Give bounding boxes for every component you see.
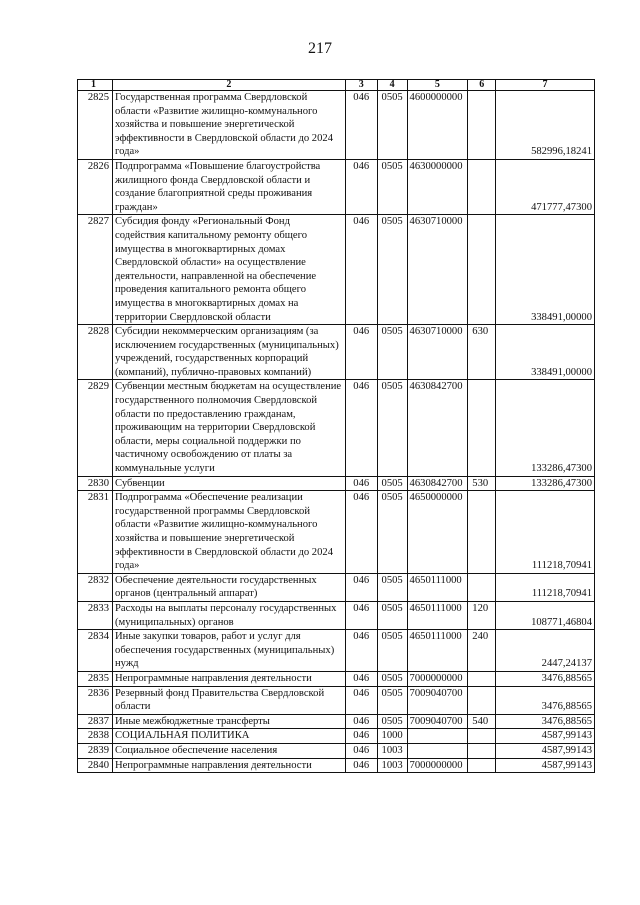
row-ved: 046 <box>345 601 377 629</box>
row-sum: 108771,46804 <box>496 601 595 629</box>
row-name: Субсидии некоммерческим организациям (за исключением государственных (муниципальных) учреждений, государственных корпораций (компаний), публично-правовых компаний) <box>113 325 346 380</box>
row-csr <box>407 743 468 758</box>
row-number: 2828 <box>78 325 113 380</box>
row-csr: 7009040700 <box>407 686 468 714</box>
row-vr <box>468 671 496 686</box>
header-col-1: 1 <box>78 80 113 91</box>
table-row <box>78 630 595 672</box>
table-row <box>78 671 595 686</box>
row-csr: 4650111000 <box>407 601 468 629</box>
row-sum: 111218,70941 <box>496 573 595 601</box>
row-ved: 046 <box>345 671 377 686</box>
row-name: Обеспечение деятельности государственных органов (центральный аппарат) <box>113 573 346 601</box>
row-razdel: 0505 <box>377 215 407 325</box>
row-vr <box>468 758 496 773</box>
row-vr: 630 <box>468 325 496 380</box>
row-csr: 7000000000 <box>407 758 468 773</box>
table-header-row <box>78 80 595 91</box>
row-razdel: 0505 <box>377 601 407 629</box>
row-csr: 4630710000 <box>407 325 468 380</box>
row-ved: 046 <box>345 476 377 491</box>
row-number: 2838 <box>78 729 113 744</box>
row-number: 2827 <box>78 215 113 325</box>
row-name: Субвенции <box>113 476 346 491</box>
row-sum: 3476,88565 <box>496 686 595 714</box>
header-col-6: 6 <box>468 80 496 91</box>
row-csr: 4630710000 <box>407 215 468 325</box>
row-razdel: 0505 <box>377 476 407 491</box>
row-number: 2834 <box>78 630 113 672</box>
row-number: 2833 <box>78 601 113 629</box>
row-csr: 4600000000 <box>407 91 468 160</box>
row-ved: 046 <box>345 743 377 758</box>
table-row <box>78 325 595 380</box>
row-name: Резервный фонд Правительства Свердловской области <box>113 686 346 714</box>
row-vr <box>468 380 496 476</box>
row-vr <box>468 573 496 601</box>
row-sum: 3476,88565 <box>496 671 595 686</box>
row-name: Государственная программа Свердловской области «Развитие жилищно-коммунального хозяйства и повышение энергетической эффективности в Свердловской области до 2024 года» <box>113 91 346 160</box>
row-sum: 4587,99143 <box>496 729 595 744</box>
row-razdel: 0505 <box>377 325 407 380</box>
row-sum: 338491,00000 <box>496 215 595 325</box>
row-vr <box>468 729 496 744</box>
header-col-5: 5 <box>407 80 468 91</box>
row-ved: 046 <box>345 686 377 714</box>
page-number: 217 <box>308 40 332 57</box>
row-number: 2831 <box>78 491 113 574</box>
row-sum: 338491,00000 <box>496 325 595 380</box>
row-sum: 133286,47300 <box>496 476 595 491</box>
table-row <box>78 476 595 491</box>
row-vr: 240 <box>468 630 496 672</box>
row-number: 2832 <box>78 573 113 601</box>
header-col-4: 4 <box>377 80 407 91</box>
row-sum: 3476,88565 <box>496 714 595 729</box>
row-number: 2826 <box>78 159 113 214</box>
table-row <box>78 729 595 744</box>
row-razdel: 0505 <box>377 573 407 601</box>
row-name: Социальное обеспечение населения <box>113 743 346 758</box>
table-row <box>78 758 595 773</box>
row-ved: 046 <box>345 215 377 325</box>
row-sum: 582996,18241 <box>496 91 595 160</box>
row-ved: 046 <box>345 159 377 214</box>
table-row <box>78 91 595 160</box>
row-razdel: 0505 <box>377 714 407 729</box>
row-number: 2839 <box>78 743 113 758</box>
row-sum: 111218,70941 <box>496 491 595 574</box>
row-number: 2837 <box>78 714 113 729</box>
row-sum: 4587,99143 <box>496 758 595 773</box>
table-body <box>78 91 595 773</box>
row-ved: 046 <box>345 491 377 574</box>
row-csr: 4650000000 <box>407 491 468 574</box>
row-name: Иные межбюджетные трансферты <box>113 714 346 729</box>
row-vr: 120 <box>468 601 496 629</box>
row-razdel: 0505 <box>377 491 407 574</box>
table-row <box>78 573 595 601</box>
row-csr: 4650111000 <box>407 573 468 601</box>
table-row <box>78 380 595 476</box>
row-ved: 046 <box>345 380 377 476</box>
row-number: 2829 <box>78 380 113 476</box>
row-csr: 7009040700 <box>407 714 468 729</box>
row-razdel: 0505 <box>377 380 407 476</box>
row-sum: 2447,24137 <box>496 630 595 672</box>
header-col-3: 3 <box>345 80 377 91</box>
row-vr <box>468 743 496 758</box>
row-ved: 046 <box>345 325 377 380</box>
row-razdel: 0505 <box>377 159 407 214</box>
row-name: Подпрограмма «Обеспечение реализации государственной программы Свердловской области «Развитие жилищно-коммунального хозяйства и повышение энергетической эффективности в Свердловской области до 2024 года» <box>113 491 346 574</box>
row-number: 2840 <box>78 758 113 773</box>
row-vr: 530 <box>468 476 496 491</box>
row-razdel: 0505 <box>377 686 407 714</box>
row-number: 2835 <box>78 671 113 686</box>
row-name: Непрограммные направления деятельности <box>113 671 346 686</box>
row-ved: 046 <box>345 729 377 744</box>
row-number: 2825 <box>78 91 113 160</box>
row-name: Непрограммные направления деятельности <box>113 758 346 773</box>
header-col-7: 7 <box>496 80 595 91</box>
row-vr: 540 <box>468 714 496 729</box>
row-name: СОЦИАЛЬНАЯ ПОЛИТИКА <box>113 729 346 744</box>
row-ved: 046 <box>345 91 377 160</box>
row-razdel: 0505 <box>377 91 407 160</box>
row-vr <box>468 215 496 325</box>
row-name: Субсидия фонду «Региональный Фонд содействия капитальному ремонту общего имущества в многоквартирных домах Свердловской области» на осуществление деятельности, направленной на обеспечение проведения капитального ремонта общего имущества в многоквартирных домах на территории Свердловской области <box>113 215 346 325</box>
row-csr: 4630842700 <box>407 476 468 491</box>
row-razdel: 0505 <box>377 630 407 672</box>
budget-table <box>77 79 595 773</box>
header-col-2: 2 <box>113 80 346 91</box>
row-vr <box>468 491 496 574</box>
row-name: Субвенции местным бюджетам на осуществление государственного полномочия Свердловской области по предоставлению гражданам, проживающим на территории Свердловской области, меры социальной поддержки по частичному освобождению от платы за коммунальные услуги <box>113 380 346 476</box>
table-row <box>78 159 595 214</box>
table-row <box>78 215 595 325</box>
row-razdel: 1003 <box>377 743 407 758</box>
row-razdel: 1000 <box>377 729 407 744</box>
row-csr: 4650111000 <box>407 630 468 672</box>
row-number: 2830 <box>78 476 113 491</box>
row-vr <box>468 159 496 214</box>
table-row <box>78 743 595 758</box>
row-ved: 046 <box>345 630 377 672</box>
row-ved: 046 <box>345 758 377 773</box>
table-row <box>78 714 595 729</box>
row-csr: 4630000000 <box>407 159 468 214</box>
row-name: Расходы на выплаты персоналу государственных (муниципальных) органов <box>113 601 346 629</box>
row-name: Подпрограмма «Повышение благоустройства жилищного фонда Свердловской области и создание благоприятной среды проживания граждан» <box>113 159 346 214</box>
row-ved: 046 <box>345 714 377 729</box>
row-ved: 046 <box>345 573 377 601</box>
row-vr <box>468 686 496 714</box>
row-sum: 133286,47300 <box>496 380 595 476</box>
row-csr: 4630842700 <box>407 380 468 476</box>
row-vr <box>468 91 496 160</box>
row-razdel: 1003 <box>377 758 407 773</box>
row-sum: 471777,47300 <box>496 159 595 214</box>
row-razdel: 0505 <box>377 671 407 686</box>
table-row <box>78 491 595 574</box>
table-row <box>78 601 595 629</box>
row-name: Иные закупки товаров, работ и услуг для обеспечения государственных (муниципальных) нужд <box>113 630 346 672</box>
table-row <box>78 686 595 714</box>
row-sum: 4587,99143 <box>496 743 595 758</box>
row-number: 2836 <box>78 686 113 714</box>
row-csr <box>407 729 468 744</box>
row-csr: 7000000000 <box>407 671 468 686</box>
